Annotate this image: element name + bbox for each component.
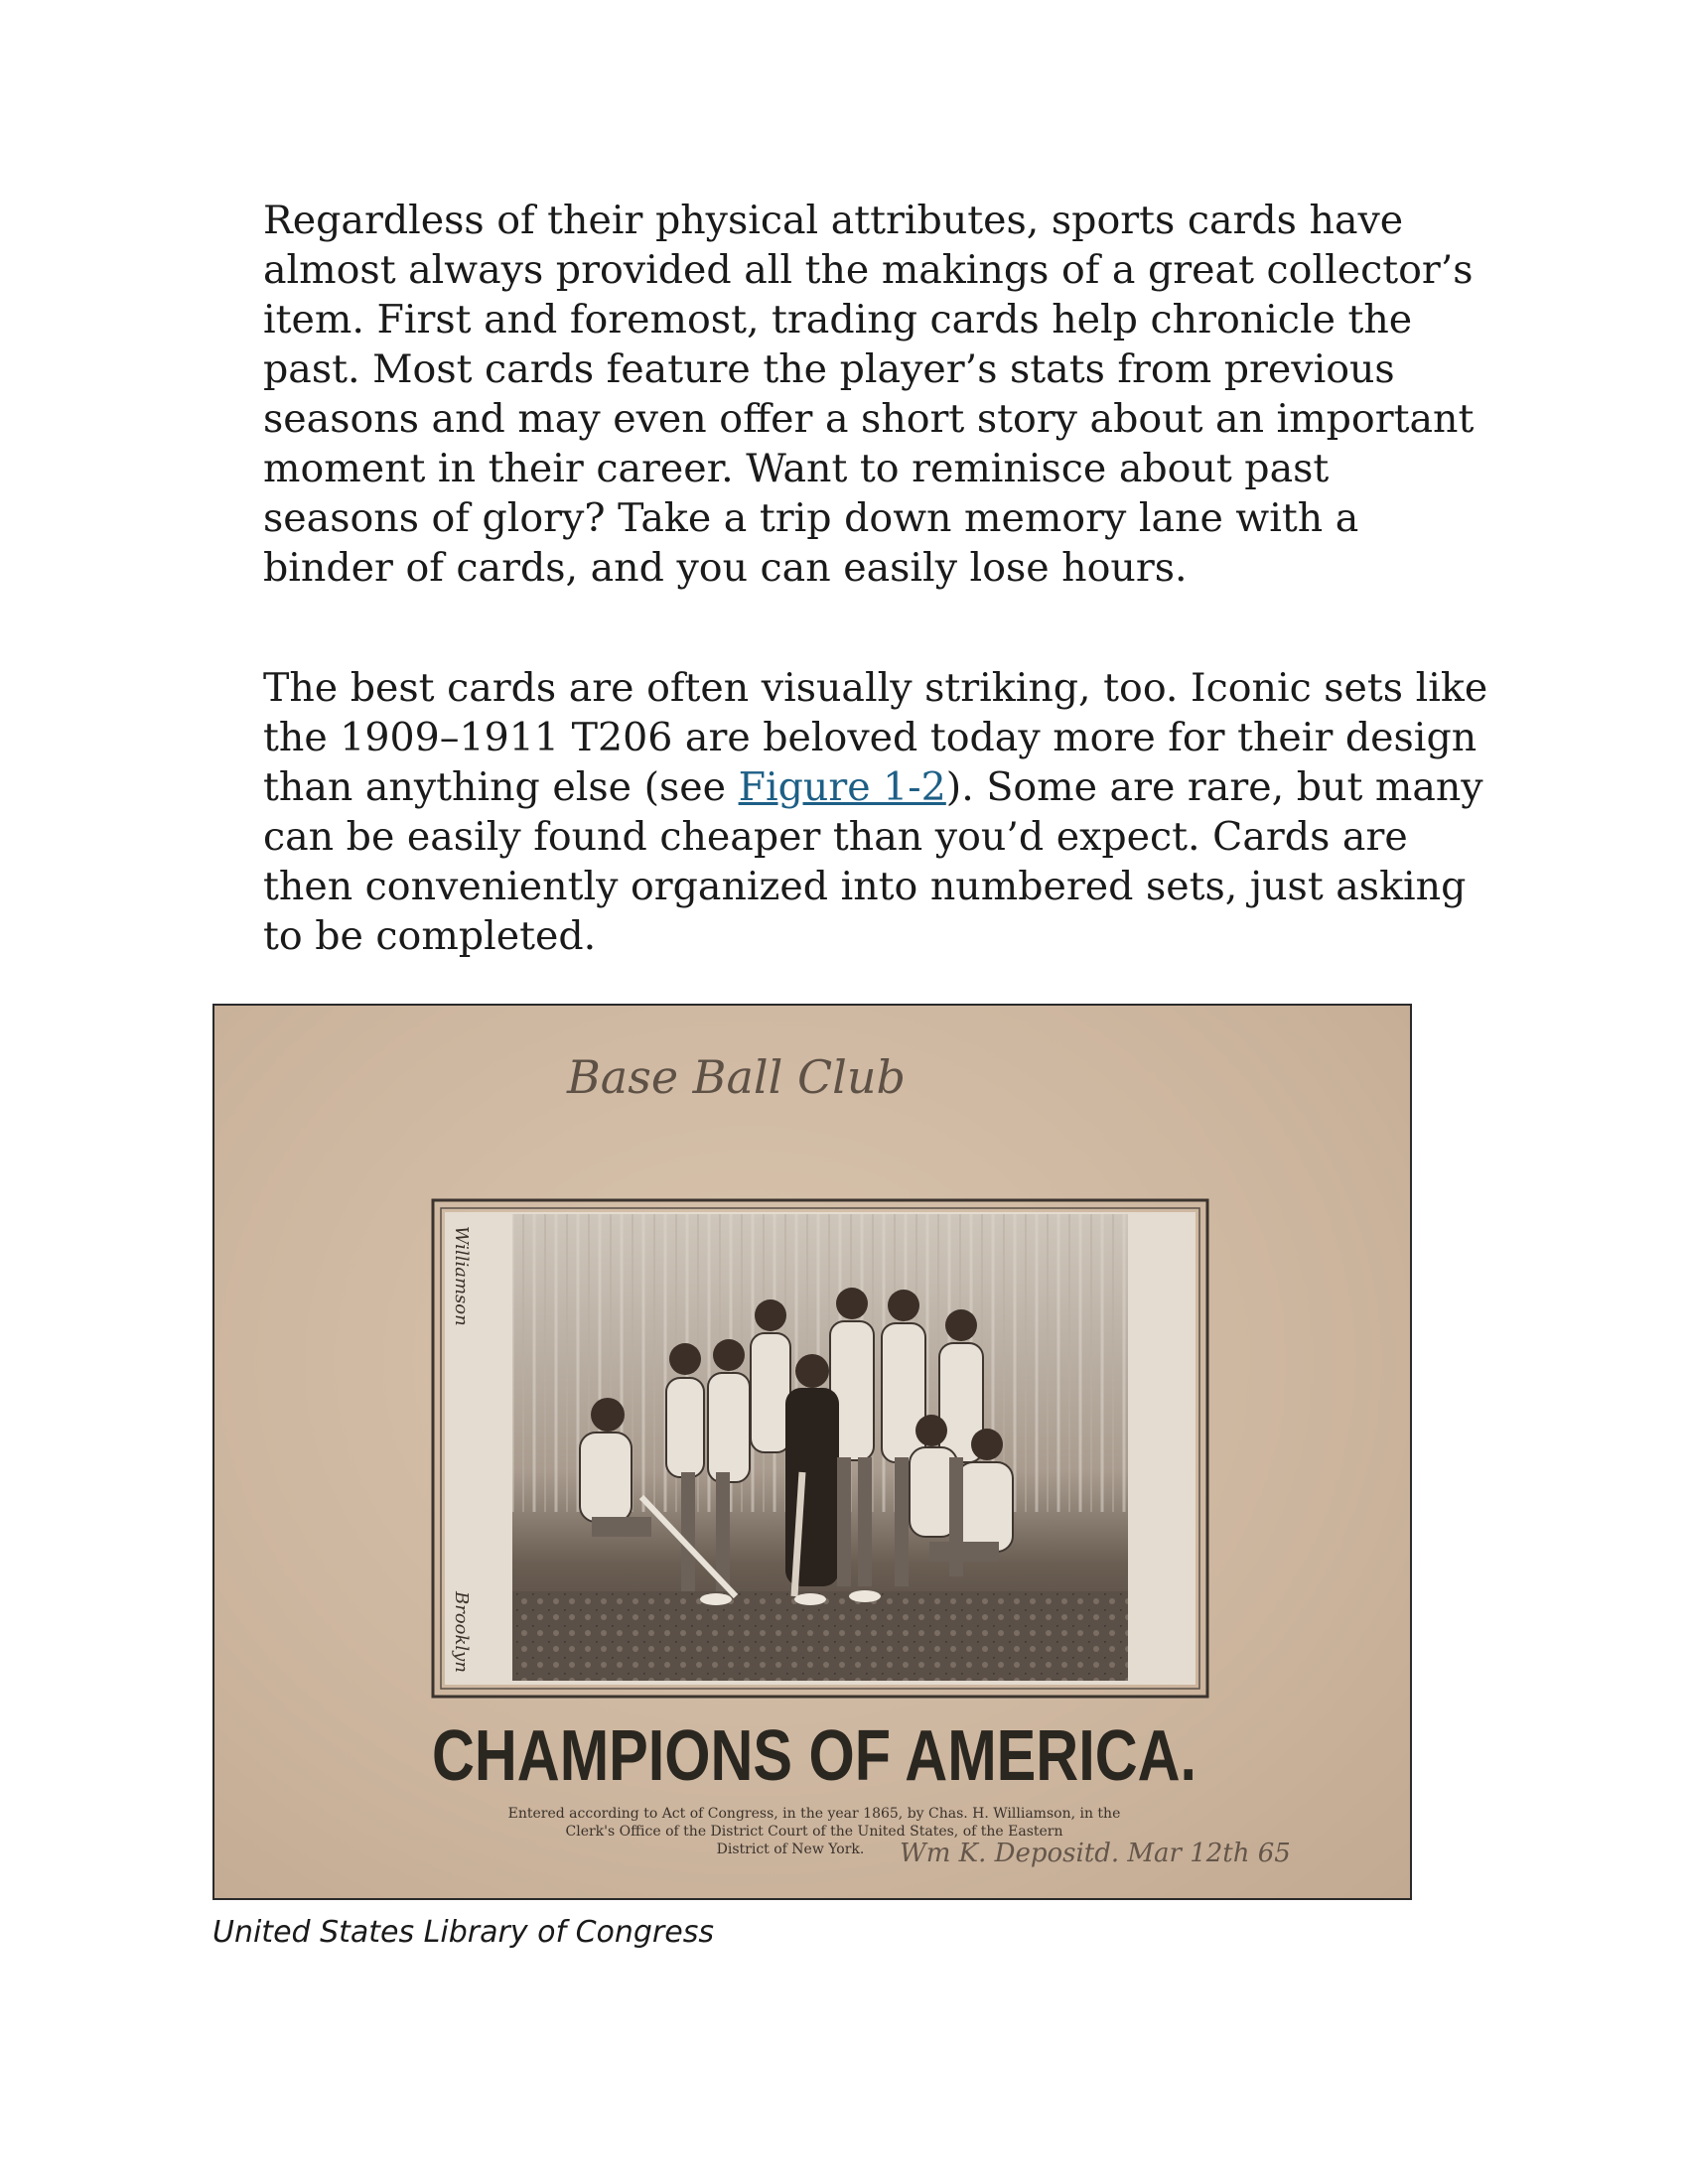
paragraph-visual-design: [263, 663, 1494, 961]
copyright-line-2: Clerk's Office of the District Court of the United States, of the Eastern: [565, 1824, 1063, 1840]
team-photo: [512, 1214, 1128, 1681]
copyright-line-1: Entered according to Act of Congress, in the year 1865, by Chas. H. Williamson, in the: [507, 1806, 1121, 1822]
side-label-brooklyn: Brooklyn: [451, 1591, 472, 1673]
card-headline: CHAMPIONS OF AMERICA.: [432, 1716, 1196, 1796]
paragraph-collectors-item: Regardless of their physical attributes, sports cards have almost always provided all the makings of a great collector’s item. First and foremost, trading cards help chronicle the past. Most cards feature the player’s stats from previous seasons and may even offer a short story about an important moment in their career. Want to reminisce about past seasons of glory? Take a trip down memory lane with a binder of cards, and you can easily lose hours.: [263, 198, 1475, 591]
handwritten-title: Base Ball Club: [567, 1050, 906, 1104]
figure-caption: United States Library of Congress: [212, 1915, 714, 1950]
copyright-line-3: District of New York.: [716, 1842, 865, 1857]
paragraph-text-start: The best cards are often visually striking, too. Iconic sets like the 1909–1911 T206 are beloved today more for their design than anything else (see: [263, 665, 1488, 810]
side-label-williamson: Williamson: [451, 1226, 472, 1326]
paragraph-text-end: ). Some are rare, but many can be easily found cheaper than you’d expect. Cards are then conveniently organized into numbered sets, just asking to be completed.: [263, 764, 1483, 959]
card-image: [214, 1006, 1410, 1898]
handwritten-signature: Wm K. Depositd. Mar 12th 65: [900, 1839, 1291, 1868]
figure-1-2-link[interactable]: Figure 1-2: [738, 764, 946, 810]
figure-baseball-card: [212, 1004, 1412, 1900]
